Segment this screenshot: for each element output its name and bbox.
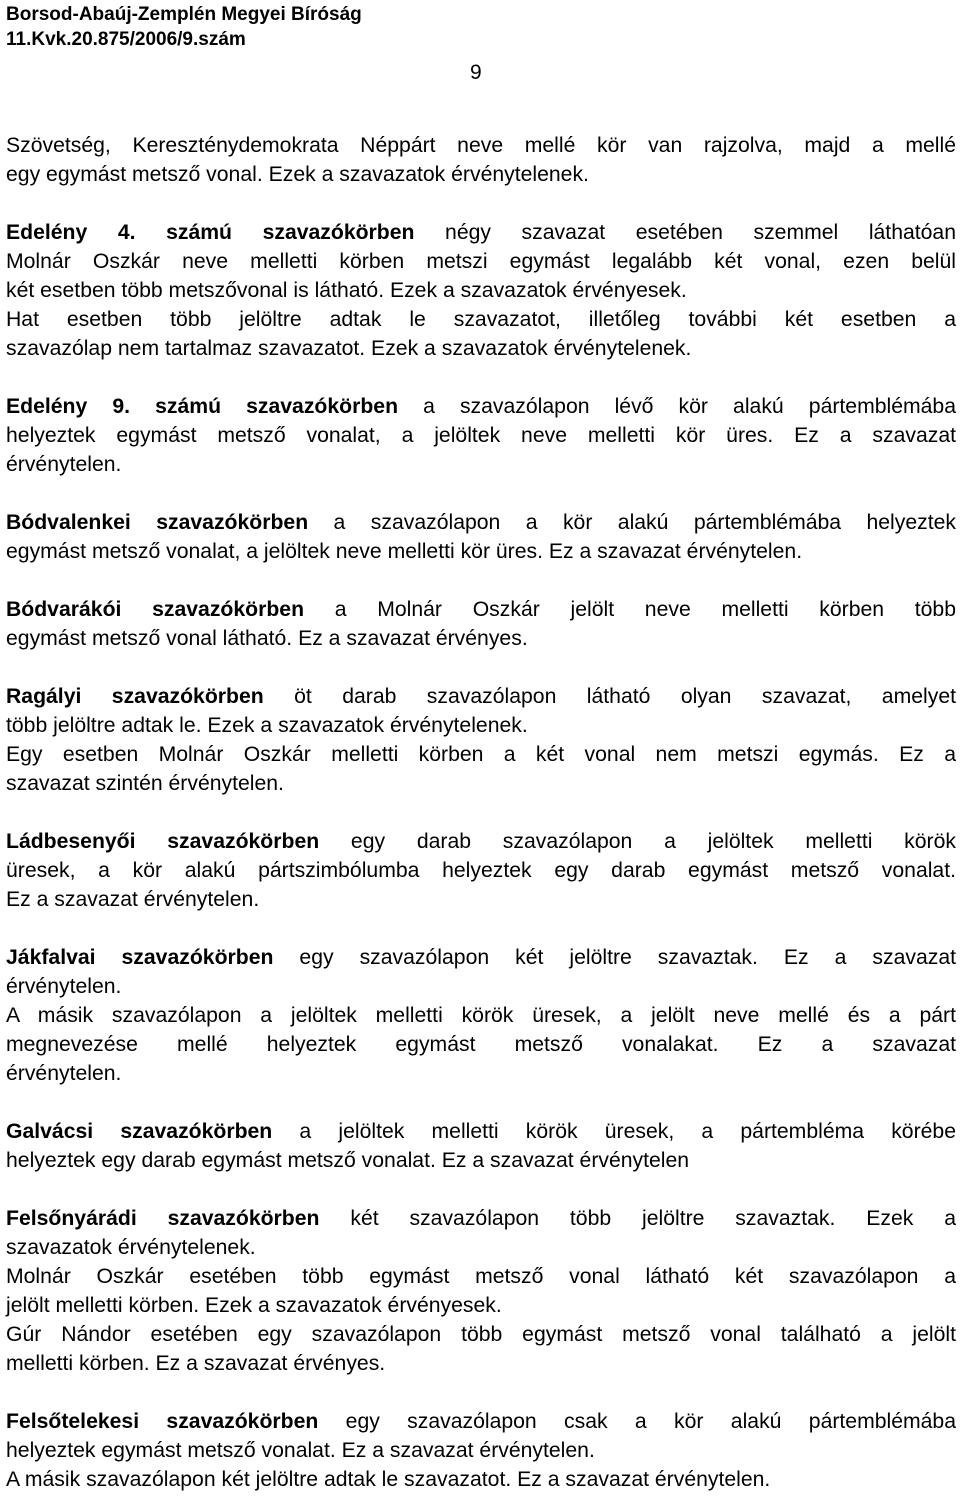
text-line: Hat esetben több jelöltre adtak le szavazatot, illetőleg további két esetben a [6, 308, 956, 331]
paragraph-felsonyarad [6, 1204, 956, 1378]
text-line: egy egymást metsző vonal. Ezek a szavazatok érvénytelenek. [6, 163, 589, 186]
paragraph [6, 131, 956, 189]
text-line [6, 218, 956, 247]
text-line: helyeztek egymást metsző vonalat, a jelöltek neve melletti kör üres. Ez a szavazat [6, 424, 956, 447]
paragraph-bodvarako [6, 595, 956, 653]
text-line: egymást metsző vonal látható. Ez a szavazat érvényes. [6, 627, 528, 650]
text-segment: egy szavazólapon két jelöltre szavaztak. Ez a szavazat [273, 946, 956, 969]
section-title-bold: számú szavazókörben [166, 221, 415, 244]
text-line: A másik szavazólapon a jelöltek melletti körök üresek, a jelölt neve mellé és a párt [6, 1004, 956, 1027]
document-body [6, 131, 956, 1494]
text-line: szavazat szintén érvénytelen. [6, 772, 284, 795]
text-segment: öt darab szavazólapon látható olyan szavazat, amelyet [263, 685, 956, 708]
text-segment: két szavazólapon több jelöltre szavaztak. Ezek a [319, 1207, 957, 1230]
text-line [6, 595, 956, 624]
text-segment: egy darab szavazólapon a jelöltek melletti körök [319, 830, 956, 853]
text-line [6, 1117, 956, 1146]
section-title: Edelény 4. [6, 221, 167, 244]
text-line: több jelöltre adtak le. Ezek a szavazatok érvénytelenek. [6, 714, 528, 737]
text-line [6, 1407, 956, 1436]
text-line [6, 508, 956, 537]
text-line: érvénytelen. [6, 1062, 122, 1085]
text-segment: a Molnár Oszkár jelölt neve melletti körben több [304, 598, 957, 621]
section-title: Jákfalvai szavazókörben [6, 946, 274, 969]
text-line: szavazólap nem tartalmaz szavazatot. Ezek a szavazatok érvénytelenek. [6, 337, 692, 360]
text-line: érvénytelen. [6, 975, 122, 998]
paragraph-jakfalva [6, 943, 956, 1088]
section-title: Galvácsi szavazókörben [6, 1120, 273, 1143]
text-line [6, 392, 956, 421]
paragraph-ragaly [6, 682, 956, 798]
text-segment: a jelöltek melletti körök üresek, a pártembléma körébe [272, 1120, 956, 1143]
text-line: helyeztek egymást metsző vonalat. Ez a szavazat érvénytelen. [6, 1439, 595, 1462]
paragraph-edeleny-4 [6, 218, 956, 363]
paragraph-edeleny-9 [6, 392, 956, 479]
text-line: megnevezése mellé helyeztek egymást metsző vonalakat. Ez a szavazat [6, 1033, 956, 1056]
text-line: A másik szavazólapon két jelöltre adtak le szavazatot. Ez a szavazat érvénytelen. [6, 1468, 771, 1491]
text-line: Egy esetben Molnár Oszkár melletti körben a két vonal nem metszi egymás. Ez a [6, 743, 956, 766]
text-segment: négy szavazat esetében szemmel láthatóan [414, 221, 956, 244]
text-line: Ez a szavazat érvénytelen. [6, 888, 260, 911]
text-line: Szövetség, Kereszténydemokrata Néppárt neve mellé kör van rajzolva, majd a mellé [6, 134, 956, 157]
paragraph-ladbesenyo [6, 827, 956, 914]
section-title: Bódvarákói szavazókörben [6, 598, 305, 621]
text-line: Molnár Oszkár esetében több egymást metsző vonal látható két szavazólapon a [6, 1265, 956, 1288]
court-name-header: Borsod-Abaúj-Zemplén Megyei Bíróság [6, 4, 362, 25]
text-line: érvénytelen. [6, 453, 122, 476]
text-line: jelölt melletti körben. Ezek a szavazatok érvényesek. [6, 1294, 502, 1317]
text-segment: a szavazólapon a kör alakú pártemblémába helyeztek [308, 511, 956, 534]
text-segment: a szavazólapon lévő kör alakú pártemblémába [398, 395, 956, 418]
page-number: 9 [470, 61, 482, 84]
section-title: Ládbesenyői szavazókörben [6, 830, 320, 853]
text-line: egymást metsző vonalat, a jelöltek neve melletti kör üres. Ez a szavazat érvénytelen. [6, 540, 803, 563]
section-title: Felsőnyárádi szavazókörben [6, 1207, 320, 1230]
section-title: Ragályi szavazókörben [6, 685, 264, 708]
section-title: Felsőtelekesi szavazókörben [6, 1410, 319, 1433]
text-line [6, 827, 956, 856]
text-line: két esetben több metszővonal is látható. Ezek a szavazatok érvényesek. [6, 279, 687, 302]
paragraph-felsotelekes [6, 1407, 956, 1494]
document-page [6, 0, 956, 1503]
text-line: melletti körben. Ez a szavazat érvényes. [6, 1352, 386, 1375]
case-number-header: 11.Kvk.20.875/2006/9.szám [6, 29, 246, 50]
paragraph-bodvalenke [6, 508, 956, 566]
text-line: Gúr Nándor esetében egy szavazólapon több egymást metsző vonal található a jelölt [6, 1323, 956, 1346]
section-title-bold: számú szavazókörben [155, 395, 399, 418]
text-line: üresek, a kör alakú pártszimbólumba helyeztek egy darab egymást metsző vonalat. [6, 859, 956, 882]
section-title: Bódvalenkei szavazókörben [6, 511, 309, 534]
text-line [6, 943, 956, 972]
text-segment: egy szavazólapon csak a kör alakú pártemblémába [318, 1410, 956, 1433]
text-line: helyeztek egy darab egymást metsző vonalat. Ez a szavazat érvénytelen [6, 1149, 690, 1172]
section-title: Edelény 9. [6, 395, 156, 418]
paragraph-galvacs [6, 1117, 956, 1175]
text-line: Molnár Oszkár neve melletti körben metszi egymást legalább két vonal, ezen belül [6, 250, 956, 273]
text-line: szavazatok érvénytelenek. [6, 1236, 256, 1259]
text-line [6, 1204, 956, 1233]
text-line [6, 682, 956, 711]
